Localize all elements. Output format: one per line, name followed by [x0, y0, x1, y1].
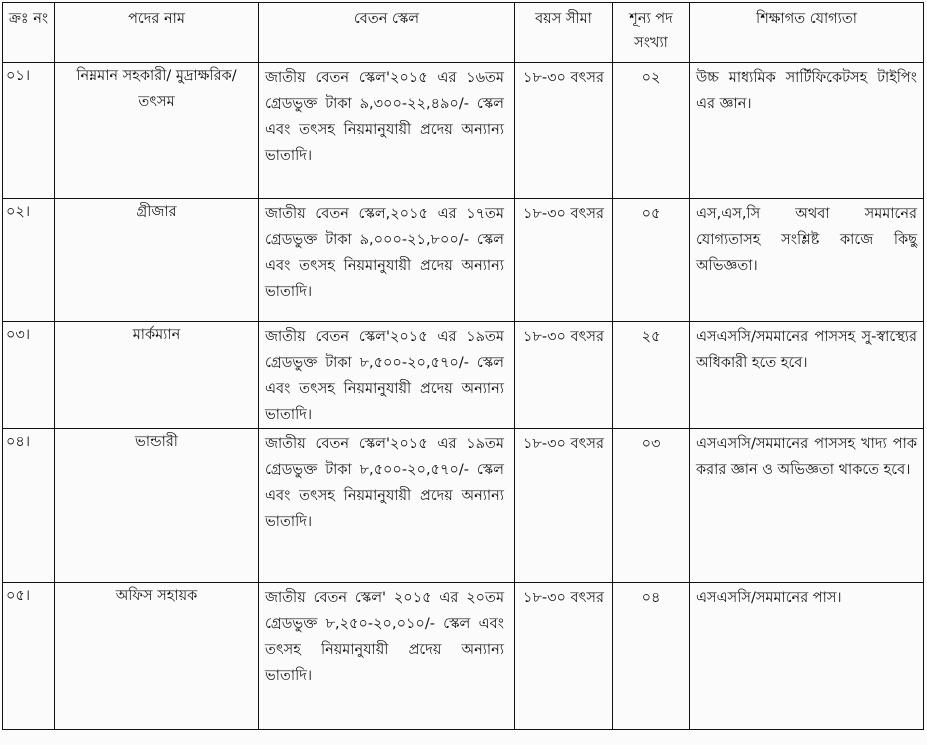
serial-cell: ০৩।	[3, 322, 55, 429]
age-limit-cell: ১৮-৩০ বৎসর	[515, 583, 613, 730]
post-cell: মার্কম্যান	[55, 322, 259, 429]
header-vacancies: শূন্য পদ সংখ্যা	[613, 3, 690, 63]
vacancies-cell: ০৩	[613, 429, 690, 583]
header-age-limit: বয়স সীমা	[515, 3, 613, 63]
vacancies-cell: ০২	[613, 63, 690, 199]
age-limit-cell: ১৮-৩০ বৎসর	[515, 322, 613, 429]
pay-scale-cell: জাতীয় বেতন স্কেল'২০১৫ এর ১৬তম গ্রেডভুক্ত টাকা ৯,৩০০-২২,৪৯০/- স্কেল এবং তৎসহ নিয়মানুযায়ী প্রদেয় অন্যান্য ভাতাদি।	[259, 63, 515, 199]
age-limit-cell: ১৮-৩০ বৎসর	[515, 63, 613, 199]
table-row	[3, 322, 924, 429]
vacancies-cell: ০৪	[613, 583, 690, 730]
table-row	[3, 429, 924, 583]
post-cell: ভান্ডারী	[55, 429, 259, 583]
qualification-cell: উচ্চ মাধ্যমিক সার্টিফিকেটসহ টাইপিং এর জ্ঞান।	[690, 63, 924, 199]
qualification-cell: এসএসসি/সমমানের পাসসহ খাদ্য পাক করার জ্ঞান ও অভিজ্ঞতা থাকতে হবে।	[690, 429, 924, 583]
header-pay-scale: বেতন স্কেল	[259, 3, 515, 63]
post-cell: গ্রীজার	[55, 199, 259, 322]
table-row	[3, 199, 924, 322]
vacancies-cell: ২৫	[613, 322, 690, 429]
job-vacancy-table	[2, 2, 924, 730]
post-cell: নিম্নমান সহকারী/ মুদ্রাক্ষরিক/তৎসম	[55, 63, 259, 199]
qualification-cell: এস,এস,সি অথবা সমমানের যোগ্যতাসহ সংশ্লিষ্ট কাজে কিছু অভিজ্ঞতা।	[690, 199, 924, 322]
pay-scale-cell: জাতীয় বেতন স্কেল' ২০১৫ এর ২০তম গ্রেডভুক্ত ৮,২৫০-২০,০১০/- স্কেল এবং তৎসহ নিয়মানুযায়ী প্রদেয় অন্যান্য ভাতাদি।	[259, 583, 515, 730]
age-limit-cell: ১৮-৩০ বৎসর	[515, 429, 613, 583]
qualification-cell: এসএসসি/সমমানের পাস।	[690, 583, 924, 730]
vacancies-cell: ০৫	[613, 199, 690, 322]
table-row	[3, 63, 924, 199]
age-limit-cell: ১৮-৩০ বৎসর	[515, 199, 613, 322]
pay-scale-cell: জাতীয় বেতন স্কেল'২০১৫ এর ১৯তম গ্রেডভুক্ত টাকা ৮,৫০০-২০,৫৭০/- স্কেল এবং তৎসহ নিয়মানুযায়ী প্রদেয় অন্যান্য ভাতাদি।	[259, 322, 515, 429]
post-cell: অফিস সহায়ক	[55, 583, 259, 730]
serial-cell: ০২।	[3, 199, 55, 322]
header-post: পদের নাম	[55, 3, 259, 63]
header-qualification: শিক্ষাগত যোগ্যতা	[690, 3, 924, 63]
pay-scale-cell: জাতীয় বেতন স্কেল,২০১৫ এর ১৭তম গ্রেডভুক্ত টাকা ৯,০০০-২১,৮০০/- স্কেল এবং তৎসহ নিয়মানুযায়ী প্রদেয় অন্যান্য ভাতাদি।	[259, 199, 515, 322]
serial-cell: ০১।	[3, 63, 55, 199]
qualification-cell: এসএসসি/সমমানের পাসসহ সু-স্বাস্থ্যের অধিকারী হতে হবে।	[690, 322, 924, 429]
table-header-row	[3, 3, 924, 63]
table-row	[3, 583, 924, 730]
header-serial: ক্রঃ নং	[3, 3, 55, 63]
pay-scale-cell: জাতীয় বেতন স্কেল'২০১৫ এর ১৯তম গ্রেডভুক্ত টাকা ৮,৫০০-২০,৫৭০/- স্কেল এবং তৎসহ নিয়মানুযায়ী প্রদেয় অন্যান্য ভাতাদি।	[259, 429, 515, 583]
serial-cell: ০৫।	[3, 583, 55, 730]
serial-cell: ০৪।	[3, 429, 55, 583]
